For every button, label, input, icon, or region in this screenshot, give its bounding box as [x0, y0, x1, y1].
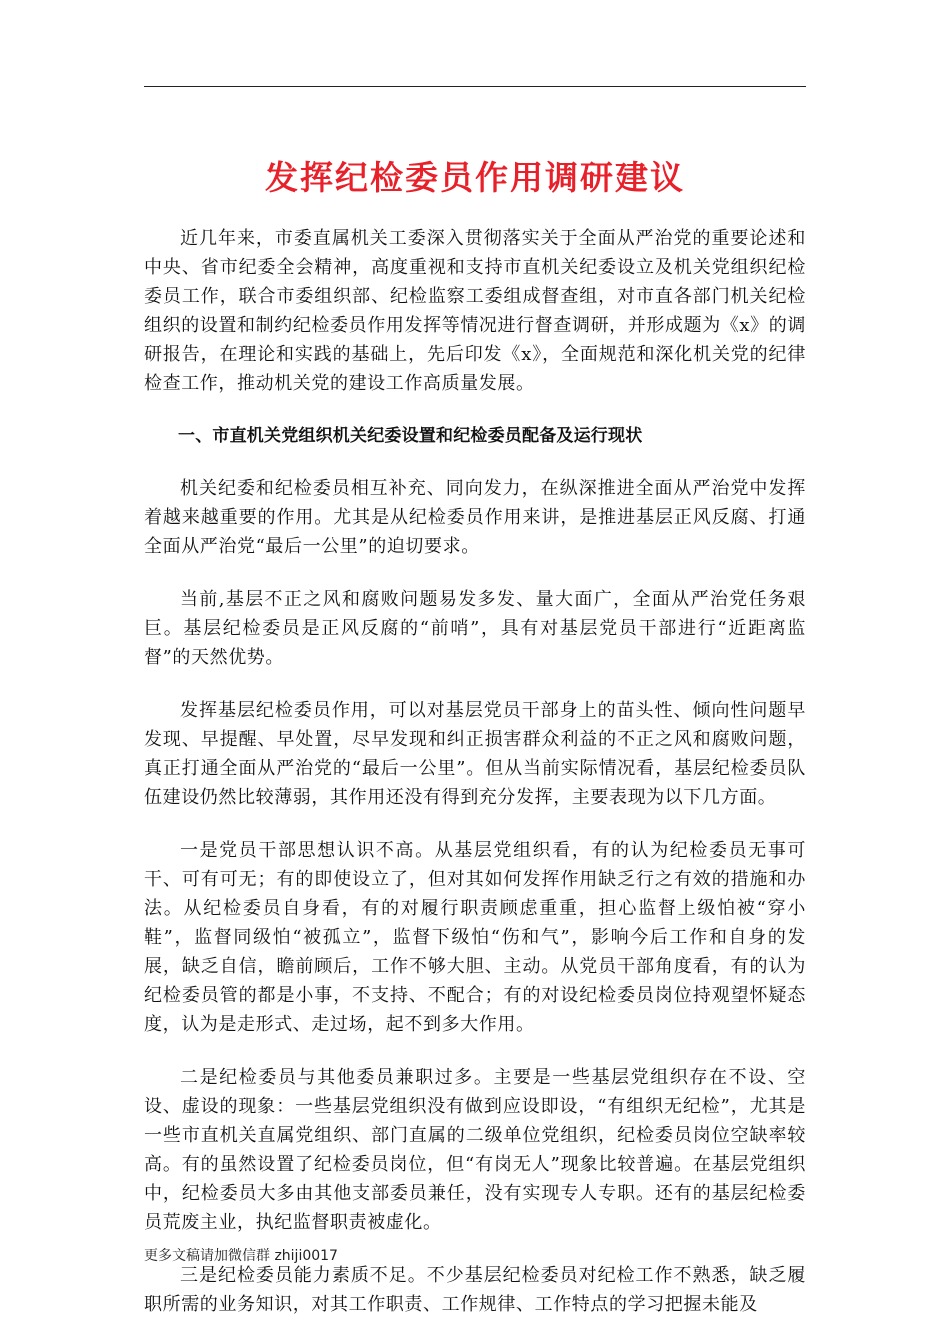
paragraph-intro: 近几年来，市委直属机关工委深入贯彻落实关于全面从严治党的重要论述和中央、省市纪委全会精神，高度重视和支持市直机关纪委设立及机关党组织纪检委员工作，联合市委组织部、纪检监察工委组成督查组，对市直各部门机关纪检组织的设置和制约纪检委员作用发挥等情况进行督查调研，并形成题为《x》的调研报告，在理论和实践的基础上，先后印发《x》，全面规范和深化机关党的纪律检查工作，推动机关党的建设工作高质量发展。 — [144, 228, 806, 394]
section-heading-1: 一、市直机关党组织机关纪委设置和纪检委员配备及运行现状 — [178, 426, 643, 446]
paragraph-1: 机关纪委和纪检委员相互补充、同向发力，在纵深推进全面从严治党中发挥着越来越重要的作用。尤其是从纪检委员作用来讲，是推进基层正风反腐、打通全面从严治党“最后一公里”的迫切要求。 — [144, 478, 806, 557]
header-rule — [144, 86, 806, 87]
paragraph-2: 当前,基层不正之风和腐败问题易发多发、量大面广，全面从严治党任务艰巨。基层纪检委员是正风反腐的“前哨”，具有对基层党员干部进行“近距离监督”的天然优势。 — [144, 589, 806, 668]
paragraph-4: 一是党员干部思想认识不高。从基层党组织看，有的认为纪检委员无事可干、可有可无；有的即使设立了，但对其如何发挥作用缺乏行之有效的措施和办法。从纪检委员自身看，有的对履行职责顾虑重重，担心监督上级怕被“穿小鞋”，监督同级怕“被孤立”，监督下级怕“伤和气”，影响今后工作和自身的发展，缺乏自信，瞻前顾后，工作不够大胆、主动。从党员干部角度看，有的认为纪检委员管的都是小事，不支持、不配合；有的对设纪检委员岗位持观望怀疑态度，认为是走形式、走过场，起不到多大作用。 — [144, 840, 806, 1035]
paragraph-6: 三是纪检委员能力素质不足。不少基层纪检委员对纪检工作不熟悉，缺乏履职所需的业务知识，对其工作职责、工作规律、工作特点的学习把握未能及 — [144, 1265, 806, 1315]
footer-note: 更多文稿请加微信群 zhiji0017 — [144, 1248, 338, 1264]
paragraph-3: 发挥基层纪检委员作用，可以对基层党员干部身上的苗头性、倾向性问题早发现、早提醒、早处置，尽早发现和纠正损害群众利益的不正之风和腐败问题，真正打通全面从严治党的“最后一公里”。但从当前实际情况看，基层纪检委员队伍建设仍然比较薄弱，其作用还没有得到充分发挥，主要表现为以下几方面。 — [144, 700, 806, 808]
paragraph-5: 二是纪检委员与其他委员兼职过多。主要是一些基层党组织存在不设、空设、虚设的现象：一些基层党组织没有做到应设即设，“有组织无纪检”，尤其是一些市直机关直属党组织、部门直属的二级单位党组织，纪检委员岗位空缺率较高。有的虽然设置了纪检委员岗位，但“有岗无人”现象比较普遍。在基层党组织中，纪检委员大多由其他支部委员兼任，没有实现专人专职。还有的基层纪检委员荒废主业，执纪监督职责被虚化。 — [144, 1067, 806, 1233]
document-title: 发挥纪检委员作用调研建议 — [265, 158, 685, 197]
document-body — [144, 224, 806, 1343]
